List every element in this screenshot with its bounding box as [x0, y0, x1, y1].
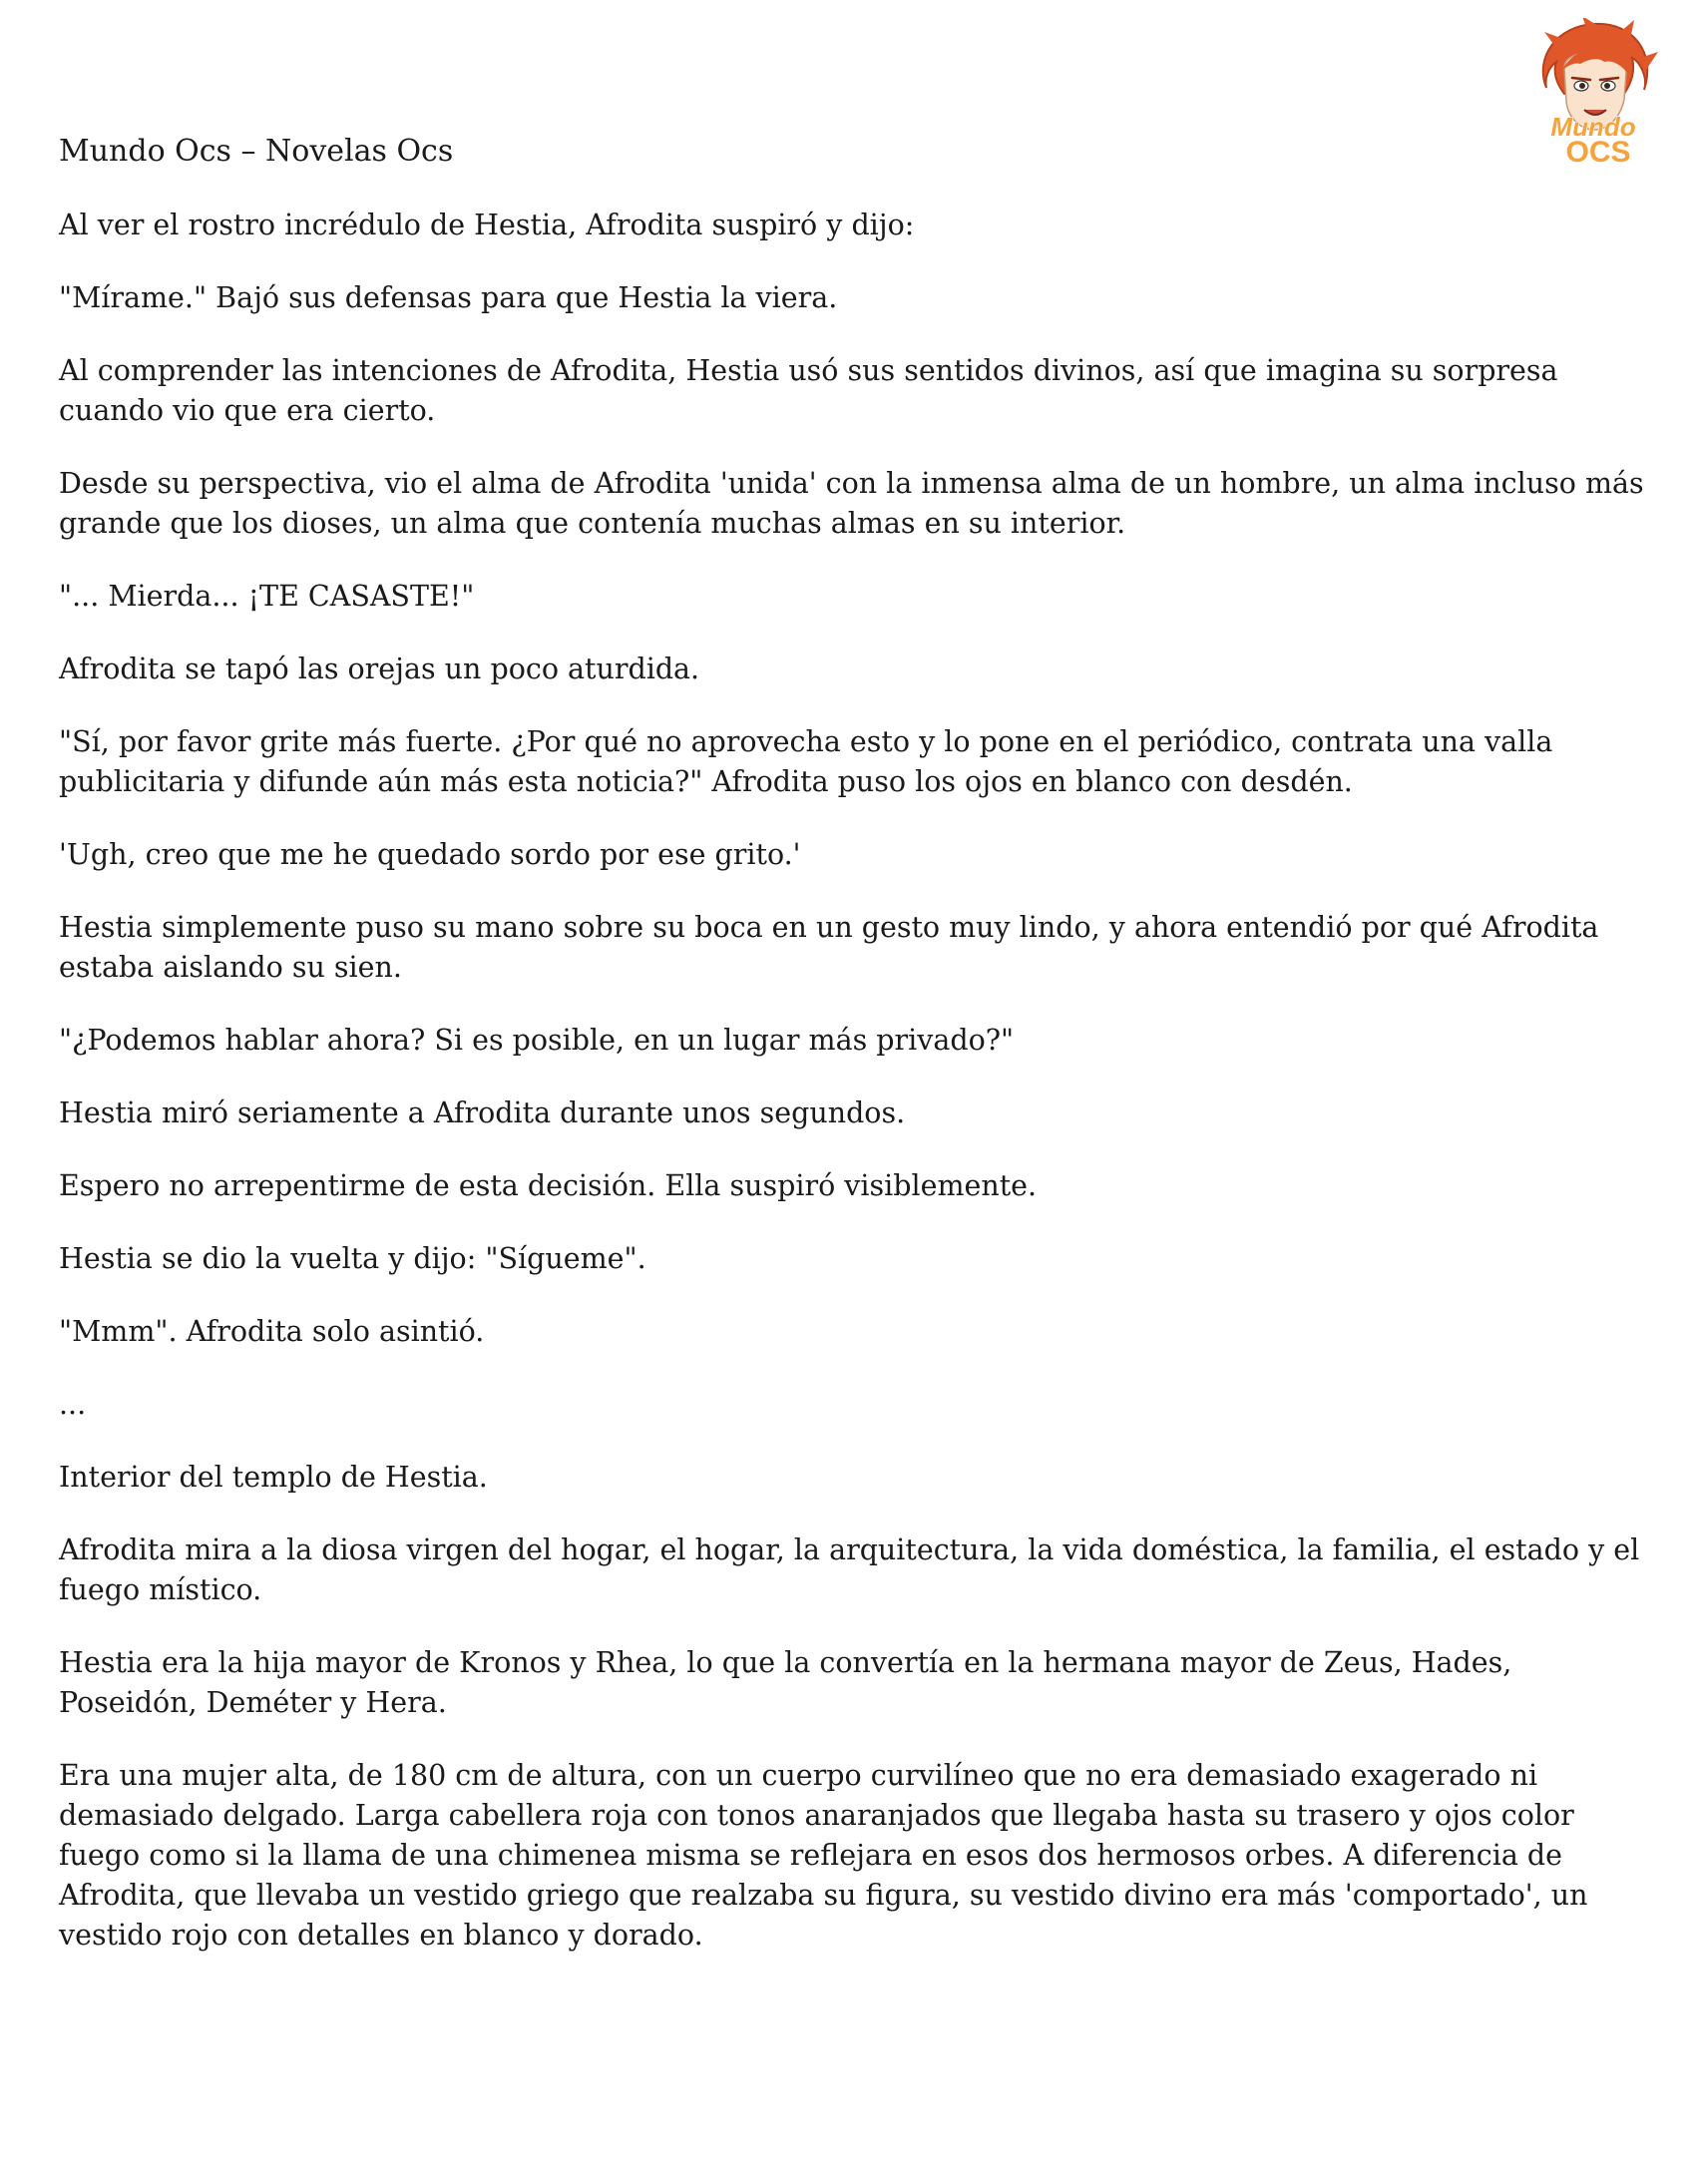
paragraph: Afrodita se tapó las orejas un poco aturdida.	[59, 653, 700, 685]
page-header: Mundo Ocs – Novelas Ocs	[59, 134, 454, 169]
logo-text-ocs: OCS	[1565, 136, 1631, 168]
document-body	[59, 206, 1655, 1988]
paragraph: Al comprender las intenciones de Afrodita, Hestia usó sus sentidos divinos, así que imagina su sorpresa cuando vio que era cierto.	[59, 354, 1558, 427]
paragraph: "Sí, por favor grite más fuerte. ¿Por qué no aprovecha esto y lo pone en el periódico, contrata una valla publicitaria y difunde aún más esta noticia?" Afrodita puso los ojos en blanco con desdén.	[59, 725, 1553, 798]
paragraph: ...	[59, 1388, 87, 1421]
paragraph: "... Mierda... ¡TE CASASTE!"	[59, 580, 475, 613]
paragraph: Al ver el rostro incrédulo de Hestia, Afrodita suspiró y dijo:	[59, 209, 915, 241]
paragraph: "Mmm". Afrodita solo asintió.	[59, 1315, 485, 1348]
paragraph: Hestia se dio la vuelta y dijo: "Sígueme".	[59, 1242, 646, 1275]
paragraph: Hestia simplemente puso su mano sobre su boca en un gesto muy lindo, y ahora entendió por qué Afrodita estaba aislando su sien.	[59, 911, 1599, 984]
paragraph: Hestia miró seriamente a Afrodita durante unos segundos.	[59, 1096, 906, 1129]
paragraph: Afrodita mira a la diosa virgen del hogar, el hogar, la arquitectura, la vida doméstica, la familia, el estado y el fuego místico.	[59, 1533, 1640, 1606]
paragraph: Desde su perspectiva, vio el alma de Afrodita 'unida' con la inmensa alma de un hombre, un alma incluso más grande que los dioses, un alma que contenía muchas almas en su interior.	[59, 467, 1644, 540]
paragraph: 'Ugh, creo que me he quedado sordo por ese grito.'	[59, 838, 801, 871]
paragraph: "Mírame." Bajó sus defensas para que Hestia la viera.	[59, 281, 838, 314]
paragraph: "¿Podemos hablar ahora? Si es posible, en un lugar más privado?"	[59, 1024, 1015, 1057]
mundo-ocs-logo	[1516, 18, 1671, 168]
document-page	[59, 0, 1655, 2184]
paragraph: Interior del templo de Hestia.	[59, 1461, 488, 1494]
logo-text-mundo: Mundo	[1550, 112, 1636, 142]
paragraph: Hestia era la hija mayor de Kronos y Rhea, lo que la convertía en la hermana mayor de Zeus, Hades, Poseidón, Deméter y Hera.	[59, 1646, 1512, 1719]
paragraph: Era una mujer alta, de 180 cm de altura, con un cuerpo curvilíneo que no era demasiado exagerado ni demasiado delgado. Larga cabellera roja con tonos anaranjados que llegaba hasta su trasero y ojos color fuego como si la llama de una chimenea misma se reflejara en esos dos hermosos orbes. A diferencia de Afrodita, que llevaba un vestido griego que realzaba su figura, su vestido divino era más 'comportado', un vestido rojo con detalles en blanco y dorado.	[59, 1759, 1588, 1952]
paragraph: Espero no arrepentirme de esta decisión. Ella suspiró visiblemente.	[59, 1169, 1038, 1202]
